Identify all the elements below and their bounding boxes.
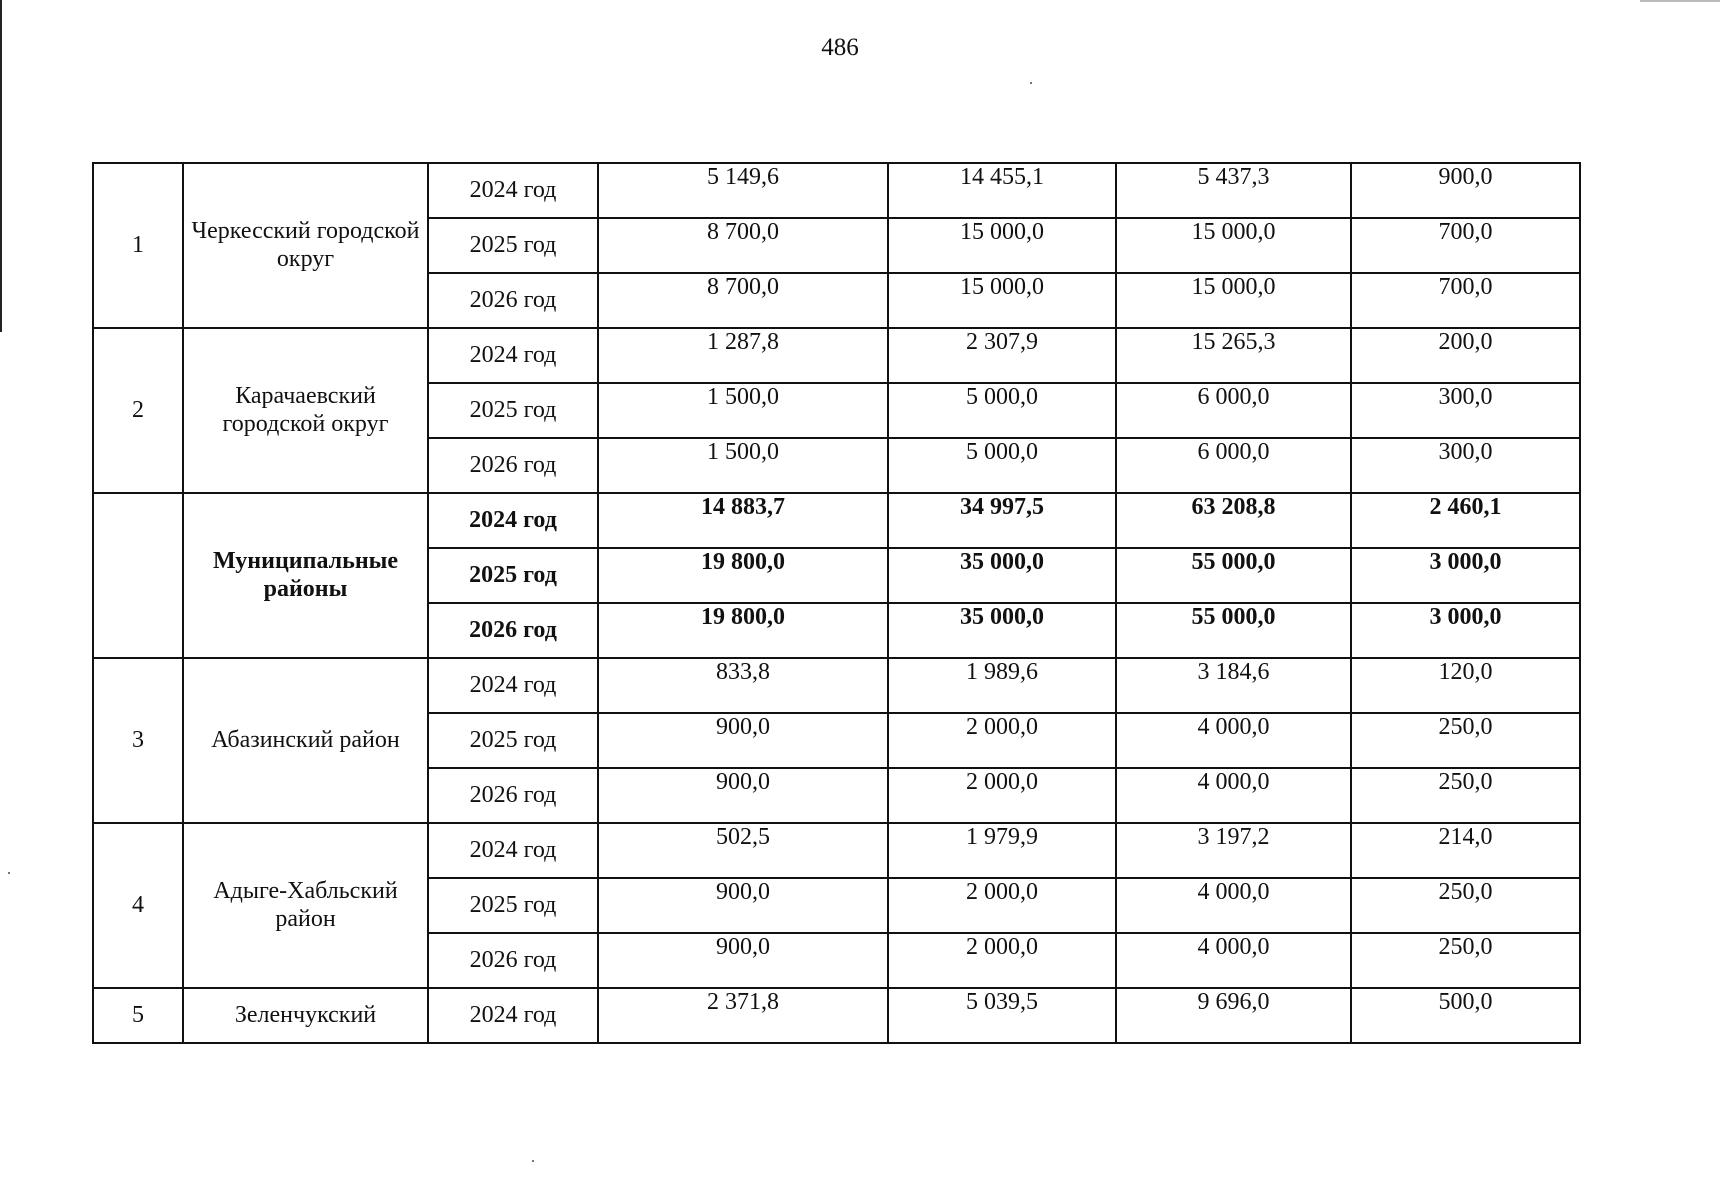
table-row: [93, 658, 1580, 713]
value-cell: 700,0: [1351, 273, 1580, 328]
value-cell: 1 500,0: [598, 438, 888, 493]
value-cell: 502,5: [598, 823, 888, 878]
scan-speck: [8, 872, 10, 874]
value-cell: 15 000,0: [888, 273, 1116, 328]
value-cell: 2 000,0: [888, 768, 1116, 823]
year-cell: 2025 год: [428, 713, 598, 768]
value-cell: 900,0: [598, 713, 888, 768]
row-number: 3: [93, 658, 183, 823]
value-cell: 2 000,0: [888, 878, 1116, 933]
scan-speck: [532, 1160, 534, 1162]
year-cell: 2026 год: [428, 768, 598, 823]
value-cell: 250,0: [1351, 768, 1580, 823]
value-cell: 3 000,0: [1351, 548, 1580, 603]
year-cell: 2024 год: [428, 988, 598, 1043]
page-number: 486: [821, 34, 859, 61]
municipality-name: Муниципальные районы: [183, 493, 428, 658]
value-cell: 1 979,9: [888, 823, 1116, 878]
value-cell: 300,0: [1351, 383, 1580, 438]
table-row: [93, 988, 1580, 1043]
value-cell: 250,0: [1351, 713, 1580, 768]
value-cell: 250,0: [1351, 933, 1580, 988]
year-cell: 2025 год: [428, 218, 598, 273]
value-cell: 900,0: [598, 933, 888, 988]
data-table: [92, 162, 1581, 1044]
table-row: [93, 163, 1580, 218]
value-cell: 14 455,1: [888, 163, 1116, 218]
value-cell: 34 997,5: [888, 493, 1116, 548]
year-cell: 2024 год: [428, 493, 598, 548]
value-cell: 15 000,0: [888, 218, 1116, 273]
value-cell: 6 000,0: [1116, 438, 1351, 493]
value-cell: 9 696,0: [1116, 988, 1351, 1043]
municipality-name: Зеленчукский: [183, 988, 428, 1043]
value-cell: 2 371,8: [598, 988, 888, 1043]
value-cell: 63 208,8: [1116, 493, 1351, 548]
value-cell: 4 000,0: [1116, 713, 1351, 768]
page-edge-mark: [1640, 0, 1720, 2]
value-cell: 300,0: [1351, 438, 1580, 493]
value-cell: 3 197,2: [1116, 823, 1351, 878]
year-cell: 2024 год: [428, 658, 598, 713]
value-cell: 15 000,0: [1116, 273, 1351, 328]
year-cell: 2026 год: [428, 933, 598, 988]
municipality-name: Карачаевский городской округ: [183, 328, 428, 493]
row-number: 5: [93, 988, 183, 1043]
value-cell: 8 700,0: [598, 218, 888, 273]
value-cell: 14 883,7: [598, 493, 888, 548]
row-number: [93, 493, 183, 658]
row-number: 1: [93, 163, 183, 328]
year-cell: 2024 год: [428, 328, 598, 383]
value-cell: 833,8: [598, 658, 888, 713]
value-cell: 4 000,0: [1116, 878, 1351, 933]
year-cell: 2025 год: [428, 548, 598, 603]
value-cell: 35 000,0: [888, 548, 1116, 603]
value-cell: 5 149,6: [598, 163, 888, 218]
value-cell: 2 000,0: [888, 933, 1116, 988]
table-row: [93, 328, 1580, 383]
value-cell: 3 000,0: [1351, 603, 1580, 658]
value-cell: 200,0: [1351, 328, 1580, 383]
value-cell: 1 500,0: [598, 383, 888, 438]
value-cell: 19 800,0: [598, 548, 888, 603]
row-number: 4: [93, 823, 183, 988]
value-cell: 900,0: [1351, 163, 1580, 218]
value-cell: 250,0: [1351, 878, 1580, 933]
value-cell: 900,0: [598, 878, 888, 933]
value-cell: 3 184,6: [1116, 658, 1351, 713]
table-row: [93, 493, 1580, 548]
value-cell: 15 000,0: [1116, 218, 1351, 273]
table-row: [93, 823, 1580, 878]
year-cell: 2026 год: [428, 603, 598, 658]
value-cell: 5 039,5: [888, 988, 1116, 1043]
value-cell: 700,0: [1351, 218, 1580, 273]
table-body: [93, 163, 1580, 1043]
value-cell: 5 437,3: [1116, 163, 1351, 218]
value-cell: 2 460,1: [1351, 493, 1580, 548]
value-cell: 4 000,0: [1116, 933, 1351, 988]
value-cell: 214,0: [1351, 823, 1580, 878]
value-cell: 19 800,0: [598, 603, 888, 658]
value-cell: 1 989,6: [888, 658, 1116, 713]
year-cell: 2026 год: [428, 438, 598, 493]
value-cell: 2 000,0: [888, 713, 1116, 768]
value-cell: 8 700,0: [598, 273, 888, 328]
value-cell: 1 287,8: [598, 328, 888, 383]
row-number: 2: [93, 328, 183, 493]
value-cell: 4 000,0: [1116, 768, 1351, 823]
value-cell: 900,0: [598, 768, 888, 823]
value-cell: 55 000,0: [1116, 548, 1351, 603]
year-cell: 2024 год: [428, 163, 598, 218]
value-cell: 6 000,0: [1116, 383, 1351, 438]
municipality-name: Черкесский городской округ: [183, 163, 428, 328]
value-cell: 5 000,0: [888, 438, 1116, 493]
value-cell: 35 000,0: [888, 603, 1116, 658]
year-cell: 2026 год: [428, 273, 598, 328]
year-cell: 2025 год: [428, 878, 598, 933]
value-cell: 15 265,3: [1116, 328, 1351, 383]
value-cell: 55 000,0: [1116, 603, 1351, 658]
value-cell: 5 000,0: [888, 383, 1116, 438]
year-cell: 2025 год: [428, 383, 598, 438]
value-cell: 500,0: [1351, 988, 1580, 1043]
year-cell: 2024 год: [428, 823, 598, 878]
municipality-name: Абазинский район: [183, 658, 428, 823]
municipality-name: Адыге-Хабльский район: [183, 823, 428, 988]
value-cell: 120,0: [1351, 658, 1580, 713]
scan-speck: [1030, 82, 1032, 84]
value-cell: 2 307,9: [888, 328, 1116, 383]
